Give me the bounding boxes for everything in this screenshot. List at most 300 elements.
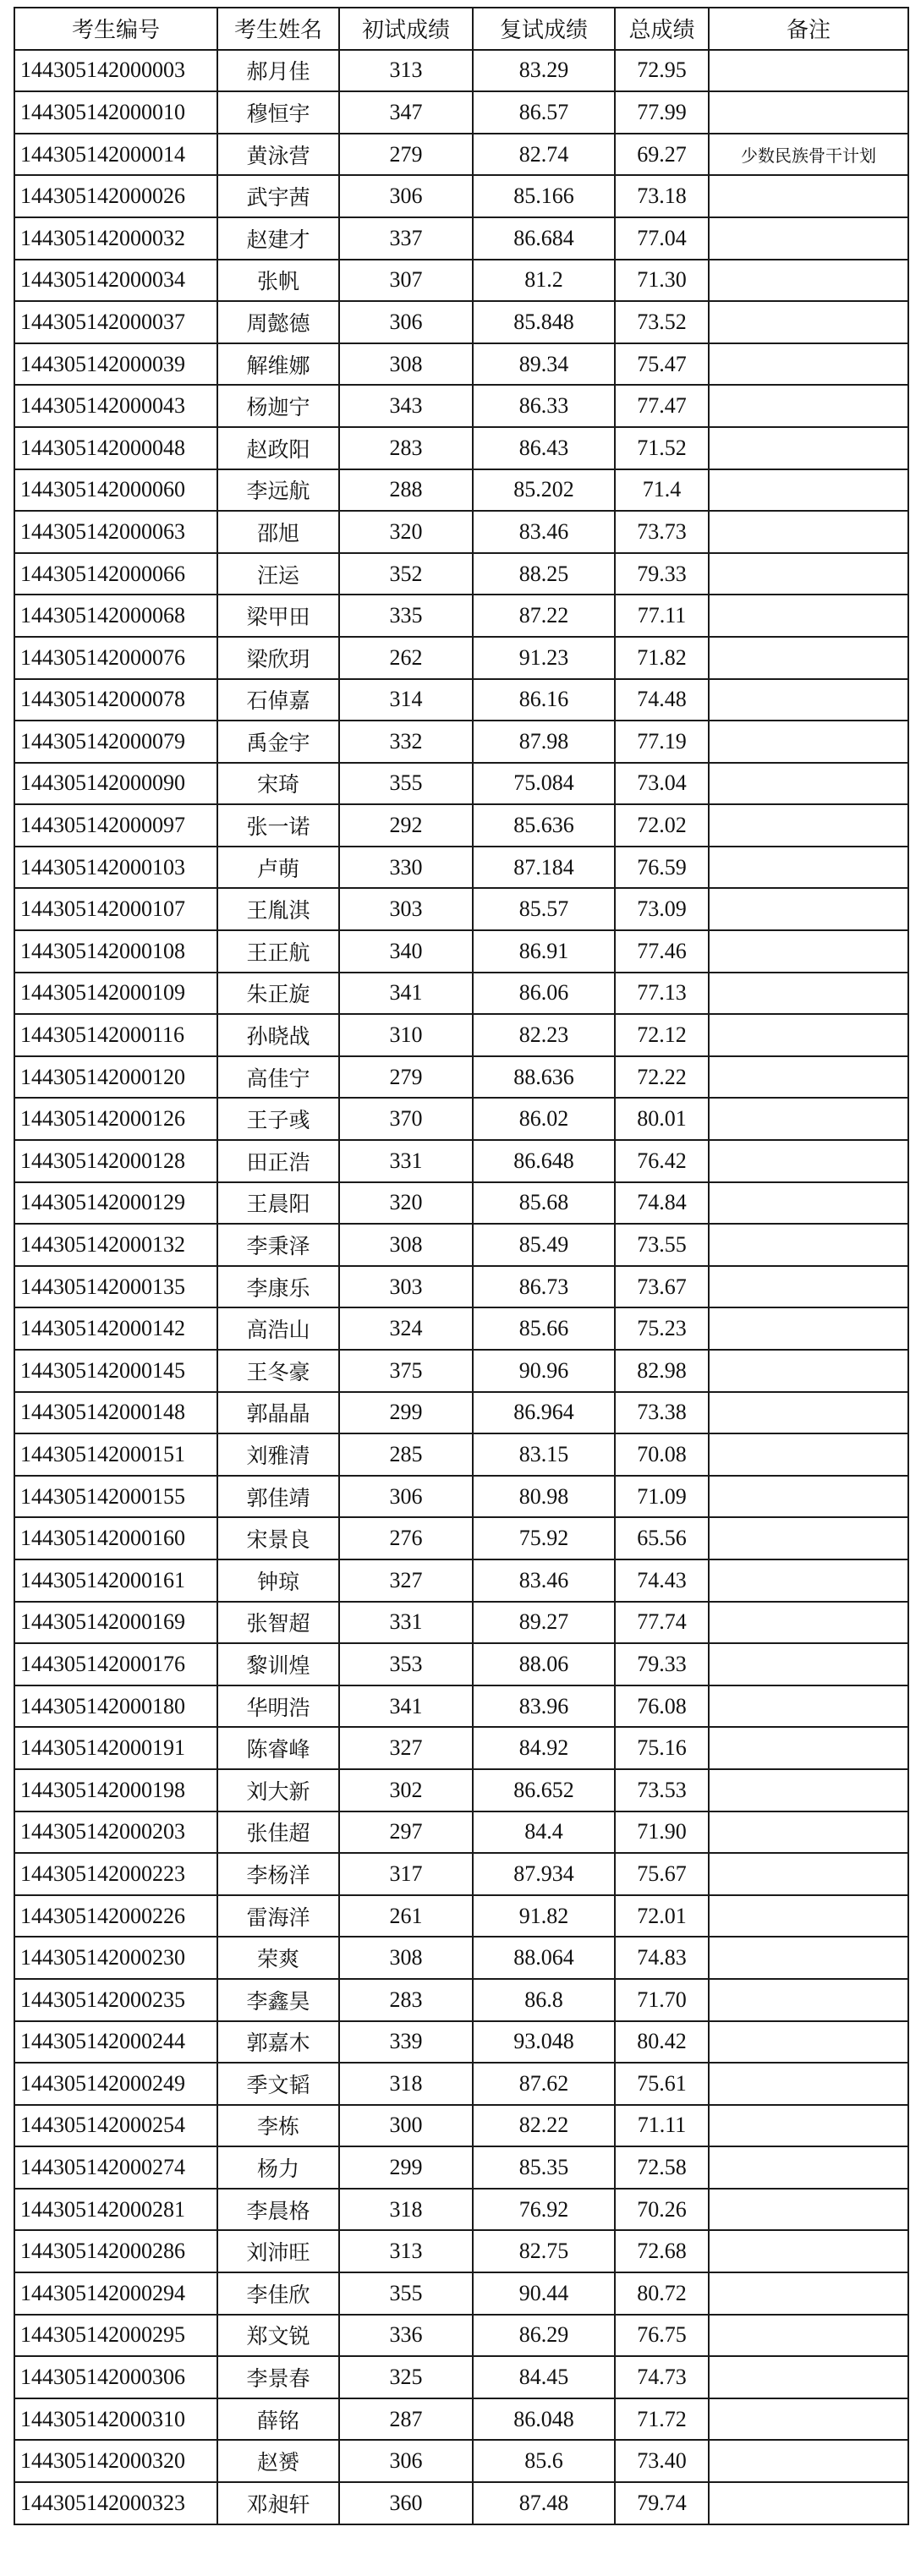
candidate-name-cell: 郭晶晶 (217, 1392, 339, 1434)
candidate-id-cell: 144305142000014 (14, 134, 217, 176)
candidate-id-cell: 144305142000323 (14, 2482, 217, 2524)
remarks-cell (709, 2398, 908, 2441)
remarks-cell (709, 1433, 908, 1476)
candidate-id-cell: 144305142000037 (14, 301, 217, 343)
header-remarks: 备注 (709, 8, 908, 50)
total-score-cell: 73.52 (615, 301, 709, 343)
candidate-id-cell: 144305142000249 (14, 2063, 217, 2105)
prelim-score-cell: 300 (339, 2105, 473, 2147)
prelim-score-cell: 306 (339, 1476, 473, 1518)
remarks-cell (709, 721, 908, 763)
table-row (14, 427, 908, 469)
candidate-id-cell: 144305142000076 (14, 637, 217, 679)
candidate-name-cell: 刘雅清 (217, 1433, 339, 1476)
candidate-id-cell: 144305142000151 (14, 1433, 217, 1476)
retest-score-cell: 86.43 (473, 427, 615, 469)
remarks-cell (709, 1476, 908, 1518)
total-score-cell: 71.82 (615, 637, 709, 679)
prelim-score-cell: 341 (339, 1685, 473, 1728)
remarks-cell (709, 343, 908, 386)
retest-score-cell: 88.06 (473, 1643, 615, 1685)
prelim-score-cell: 352 (339, 553, 473, 595)
prelim-score-cell: 335 (339, 595, 473, 637)
total-score-cell: 79.74 (615, 2482, 709, 2524)
total-score-cell: 73.38 (615, 1392, 709, 1434)
retest-score-cell: 90.96 (473, 1350, 615, 1392)
prelim-score-cell: 283 (339, 427, 473, 469)
remarks-cell (709, 1307, 908, 1350)
table-row (14, 1895, 908, 1937)
candidate-id-cell: 144305142000048 (14, 427, 217, 469)
candidate-name-cell: 高浩山 (217, 1307, 339, 1350)
candidate-name-cell: 邵旭 (217, 511, 339, 553)
candidate-name-cell: 田正浩 (217, 1140, 339, 1182)
total-score-cell: 76.08 (615, 1685, 709, 1728)
candidate-name-cell: 王子彧 (217, 1098, 339, 1140)
total-score-cell: 73.04 (615, 763, 709, 805)
table-row (14, 2440, 908, 2482)
candidate-id-cell: 144305142000034 (14, 260, 217, 302)
prelim-score-cell: 325 (339, 2356, 473, 2398)
table-row (14, 1056, 908, 1099)
prelim-score-cell: 375 (339, 1350, 473, 1392)
table-row (14, 1602, 908, 1644)
prelim-score-cell: 303 (339, 1266, 473, 1308)
total-score-cell: 73.55 (615, 1224, 709, 1266)
total-score-cell: 77.04 (615, 217, 709, 260)
prelim-score-cell: 306 (339, 301, 473, 343)
retest-score-cell: 82.75 (473, 2230, 615, 2272)
header-retest-score: 复试成绩 (473, 8, 615, 50)
table-row (14, 1140, 908, 1182)
candidate-name-cell: 杨力 (217, 2146, 339, 2189)
candidate-id-cell: 144305142000063 (14, 511, 217, 553)
prelim-score-cell: 306 (339, 2440, 473, 2482)
table-row (14, 2482, 908, 2524)
candidate-id-cell: 144305142000254 (14, 2105, 217, 2147)
remarks-cell (709, 1182, 908, 1225)
retest-score-cell: 75.92 (473, 1517, 615, 1559)
candidate-name-cell: 郝月佳 (217, 50, 339, 92)
candidate-name-cell: 李鑫昊 (217, 1979, 339, 2021)
retest-score-cell: 85.636 (473, 804, 615, 847)
prelim-score-cell: 330 (339, 847, 473, 889)
total-score-cell: 73.40 (615, 2440, 709, 2482)
total-score-cell: 82.98 (615, 1350, 709, 1392)
candidate-id-cell: 144305142000142 (14, 1307, 217, 1350)
table-row (14, 973, 908, 1015)
remarks-cell (709, 1098, 908, 1140)
candidate-name-cell: 赵建才 (217, 217, 339, 260)
table-row (14, 1517, 908, 1559)
candidate-id-cell: 144305142000180 (14, 1685, 217, 1728)
total-score-cell: 73.09 (615, 888, 709, 930)
remarks-cell (709, 930, 908, 973)
remarks-cell (709, 2315, 908, 2357)
table-row (14, 2230, 908, 2272)
candidate-name-cell: 荣爽 (217, 1937, 339, 1979)
table-row (14, 91, 908, 134)
candidate-id-cell: 144305142000198 (14, 1769, 217, 1811)
candidate-name-cell: 李佳欣 (217, 2272, 339, 2315)
remarks-cell (709, 595, 908, 637)
table-row (14, 888, 908, 930)
table-row (14, 175, 908, 217)
table-row (14, 721, 908, 763)
total-score-cell: 76.42 (615, 1140, 709, 1182)
header-row (14, 8, 908, 50)
candidate-id-cell: 144305142000090 (14, 763, 217, 805)
retest-score-cell: 86.02 (473, 1098, 615, 1140)
remarks-cell (709, 385, 908, 427)
candidate-id-cell: 144305142000097 (14, 804, 217, 847)
retest-score-cell: 85.35 (473, 2146, 615, 2189)
table-row (14, 553, 908, 595)
total-score-cell: 73.67 (615, 1266, 709, 1308)
remarks-cell (709, 1769, 908, 1811)
candidate-id-cell: 144305142000281 (14, 2189, 217, 2231)
table-row (14, 469, 908, 512)
retest-score-cell: 91.82 (473, 1895, 615, 1937)
total-score-cell: 77.46 (615, 930, 709, 973)
table-row (14, 343, 908, 386)
header-candidate-id: 考生编号 (14, 8, 217, 50)
total-score-cell: 70.08 (615, 1433, 709, 1476)
candidate-name-cell: 梁欣玥 (217, 637, 339, 679)
total-score-cell: 72.02 (615, 804, 709, 847)
candidate-id-cell: 144305142000169 (14, 1602, 217, 1644)
prelim-score-cell: 340 (339, 930, 473, 973)
retest-score-cell: 86.06 (473, 973, 615, 1015)
total-score-cell: 74.83 (615, 1937, 709, 1979)
retest-score-cell: 83.15 (473, 1433, 615, 1476)
table-row (14, 50, 908, 92)
prelim-score-cell: 327 (339, 1559, 473, 1602)
retest-score-cell: 87.22 (473, 595, 615, 637)
remarks-cell (709, 1727, 908, 1769)
total-score-cell: 71.11 (615, 2105, 709, 2147)
retest-score-cell: 86.16 (473, 679, 615, 721)
remarks-cell (709, 553, 908, 595)
candidate-name-cell: 钟琼 (217, 1559, 339, 1602)
candidate-name-cell: 解维娜 (217, 343, 339, 386)
candidate-id-cell: 144305142000191 (14, 1727, 217, 1769)
remarks-cell (709, 1853, 908, 1895)
candidate-name-cell: 邓昶轩 (217, 2482, 339, 2524)
retest-score-cell: 85.68 (473, 1182, 615, 1225)
prelim-score-cell: 292 (339, 804, 473, 847)
prelim-score-cell: 297 (339, 1811, 473, 1854)
prelim-score-cell: 355 (339, 2272, 473, 2315)
candidate-id-cell: 144305142000235 (14, 1979, 217, 2021)
candidate-name-cell: 陈睿峰 (217, 1727, 339, 1769)
table-row (14, 1685, 908, 1728)
score-table (14, 7, 909, 2525)
candidate-id-cell: 144305142000244 (14, 2021, 217, 2064)
remarks-cell (709, 763, 908, 805)
remarks-cell (709, 679, 908, 721)
candidate-id-cell: 144305142000078 (14, 679, 217, 721)
total-score-cell: 71.90 (615, 1811, 709, 1854)
table-row (14, 847, 908, 889)
total-score-cell: 71.52 (615, 427, 709, 469)
retest-score-cell: 87.98 (473, 721, 615, 763)
retest-score-cell: 86.57 (473, 91, 615, 134)
candidate-id-cell: 144305142000032 (14, 217, 217, 260)
retest-score-cell: 84.4 (473, 1811, 615, 1854)
candidate-name-cell: 李杨洋 (217, 1853, 339, 1895)
table-row (14, 637, 908, 679)
candidate-name-cell: 张佳超 (217, 1811, 339, 1854)
total-score-cell: 71.4 (615, 469, 709, 512)
table-row (14, 2272, 908, 2315)
table-body (14, 50, 908, 2524)
remarks-cell (709, 1224, 908, 1266)
prelim-score-cell: 308 (339, 1224, 473, 1266)
candidate-name-cell: 王胤淇 (217, 888, 339, 930)
remarks-cell (709, 1014, 908, 1056)
header-prelim-score: 初试成绩 (339, 8, 473, 50)
total-score-cell: 80.01 (615, 1098, 709, 1140)
prelim-score-cell: 337 (339, 217, 473, 260)
remarks-cell (709, 217, 908, 260)
remarks-cell (709, 2105, 908, 2147)
table-header (14, 8, 908, 50)
prelim-score-cell: 370 (339, 1098, 473, 1140)
candidate-name-cell: 黄泳营 (217, 134, 339, 176)
candidate-id-cell: 144305142000132 (14, 1224, 217, 1266)
candidate-id-cell: 144305142000161 (14, 1559, 217, 1602)
table-row (14, 2315, 908, 2357)
candidate-id-cell: 144305142000286 (14, 2230, 217, 2272)
retest-score-cell: 85.202 (473, 469, 615, 512)
total-score-cell: 76.59 (615, 847, 709, 889)
retest-score-cell: 80.98 (473, 1476, 615, 1518)
retest-score-cell: 86.964 (473, 1392, 615, 1434)
candidate-name-cell: 赵政阳 (217, 427, 339, 469)
candidate-id-cell: 144305142000120 (14, 1056, 217, 1099)
candidate-id-cell: 144305142000320 (14, 2440, 217, 2482)
candidate-name-cell: 武宇茜 (217, 175, 339, 217)
prelim-score-cell: 313 (339, 50, 473, 92)
retest-score-cell: 82.23 (473, 1014, 615, 1056)
candidate-name-cell: 李晨格 (217, 2189, 339, 2231)
table-row (14, 679, 908, 721)
remarks-cell (709, 1602, 908, 1644)
prelim-score-cell: 320 (339, 1182, 473, 1225)
prelim-score-cell: 332 (339, 721, 473, 763)
candidate-name-cell: 华明浩 (217, 1685, 339, 1728)
candidate-id-cell: 144305142000003 (14, 50, 217, 92)
candidate-id-cell: 144305142000068 (14, 595, 217, 637)
remarks-cell (709, 1140, 908, 1182)
table-row (14, 1979, 908, 2021)
candidate-name-cell: 郭佳靖 (217, 1476, 339, 1518)
candidate-name-cell: 宋景良 (217, 1517, 339, 1559)
candidate-id-cell: 144305142000116 (14, 1014, 217, 1056)
retest-score-cell: 86.91 (473, 930, 615, 973)
total-score-cell: 73.73 (615, 511, 709, 553)
header-candidate-name: 考生姓名 (217, 8, 339, 50)
remarks-cell (709, 1685, 908, 1728)
total-score-cell: 74.73 (615, 2356, 709, 2398)
total-score-cell: 71.70 (615, 1979, 709, 2021)
table-row (14, 260, 908, 302)
remarks-cell (709, 1350, 908, 1392)
candidate-id-cell: 144305142000223 (14, 1853, 217, 1895)
retest-score-cell: 86.684 (473, 217, 615, 260)
candidate-name-cell: 孙晓战 (217, 1014, 339, 1056)
table-row (14, 2146, 908, 2189)
retest-score-cell: 86.652 (473, 1769, 615, 1811)
retest-score-cell: 86.648 (473, 1140, 615, 1182)
candidate-id-cell: 144305142000294 (14, 2272, 217, 2315)
candidate-name-cell: 李康乐 (217, 1266, 339, 1308)
prelim-score-cell: 355 (339, 763, 473, 805)
table-row (14, 1853, 908, 1895)
retest-score-cell: 85.57 (473, 888, 615, 930)
total-score-cell: 71.30 (615, 260, 709, 302)
total-score-cell: 74.48 (615, 679, 709, 721)
candidate-name-cell: 高佳宁 (217, 1056, 339, 1099)
total-score-cell: 75.16 (615, 1727, 709, 1769)
candidate-id-cell: 144305142000039 (14, 343, 217, 386)
table-row (14, 2356, 908, 2398)
total-score-cell: 69.27 (615, 134, 709, 176)
total-score-cell: 74.84 (615, 1182, 709, 1225)
candidate-id-cell: 144305142000295 (14, 2315, 217, 2357)
candidate-name-cell: 季文韬 (217, 2063, 339, 2105)
prelim-score-cell: 324 (339, 1307, 473, 1350)
candidate-name-cell: 朱正旋 (217, 973, 339, 1015)
candidate-id-cell: 144305142000107 (14, 888, 217, 930)
remarks-cell (709, 888, 908, 930)
total-score-cell: 77.74 (615, 1602, 709, 1644)
prelim-score-cell: 327 (339, 1727, 473, 1769)
total-score-cell: 80.42 (615, 2021, 709, 2064)
candidate-name-cell: 宋琦 (217, 763, 339, 805)
retest-score-cell: 83.46 (473, 1559, 615, 1602)
table-row (14, 2021, 908, 2064)
prelim-score-cell: 347 (339, 91, 473, 134)
table-row (14, 1559, 908, 1602)
retest-score-cell: 82.22 (473, 2105, 615, 2147)
candidate-name-cell: 郭嘉木 (217, 2021, 339, 2064)
total-score-cell: 79.33 (615, 553, 709, 595)
table-row (14, 511, 908, 553)
candidate-id-cell: 144305142000103 (14, 847, 217, 889)
score-sheet (14, 7, 907, 2525)
table-row (14, 1392, 908, 1434)
candidate-id-cell: 144305142000010 (14, 91, 217, 134)
candidate-name-cell: 赵赟 (217, 2440, 339, 2482)
prelim-score-cell: 339 (339, 2021, 473, 2064)
total-score-cell: 72.22 (615, 1056, 709, 1099)
retest-score-cell: 75.084 (473, 763, 615, 805)
candidate-id-cell: 144305142000060 (14, 469, 217, 512)
candidate-name-cell: 李远航 (217, 469, 339, 512)
candidate-id-cell: 144305142000066 (14, 553, 217, 595)
candidate-name-cell: 张帆 (217, 260, 339, 302)
total-score-cell: 71.72 (615, 2398, 709, 2441)
prelim-score-cell: 331 (339, 1602, 473, 1644)
remarks-cell (709, 301, 908, 343)
prelim-score-cell: 279 (339, 134, 473, 176)
retest-score-cell: 86.8 (473, 1979, 615, 2021)
candidate-id-cell: 144305142000274 (14, 2146, 217, 2189)
prelim-score-cell: 302 (339, 1769, 473, 1811)
candidate-name-cell: 张一诺 (217, 804, 339, 847)
retest-score-cell: 85.66 (473, 1307, 615, 1350)
table-row (14, 1433, 908, 1476)
remarks-cell (709, 2189, 908, 2231)
candidate-id-cell: 144305142000148 (14, 1392, 217, 1434)
total-score-cell: 72.01 (615, 1895, 709, 1937)
prelim-score-cell: 353 (339, 1643, 473, 1685)
candidate-name-cell: 穆恒宇 (217, 91, 339, 134)
table-row (14, 1098, 908, 1140)
prelim-score-cell: 343 (339, 385, 473, 427)
total-score-cell: 73.53 (615, 1769, 709, 1811)
candidate-name-cell: 王冬豪 (217, 1350, 339, 1392)
table-row (14, 1350, 908, 1392)
remarks-cell (709, 260, 908, 302)
remarks-cell (709, 1643, 908, 1685)
remarks-cell: 少数民族骨干计划 (709, 134, 908, 176)
table-row (14, 1727, 908, 1769)
retest-score-cell: 93.048 (473, 2021, 615, 2064)
candidate-name-cell: 汪运 (217, 553, 339, 595)
remarks-cell (709, 91, 908, 134)
retest-score-cell: 84.92 (473, 1727, 615, 1769)
remarks-cell (709, 1979, 908, 2021)
retest-score-cell: 87.184 (473, 847, 615, 889)
total-score-cell: 77.19 (615, 721, 709, 763)
prelim-score-cell: 299 (339, 2146, 473, 2189)
retest-score-cell: 86.29 (473, 2315, 615, 2357)
total-score-cell: 79.33 (615, 1643, 709, 1685)
candidate-id-cell: 144305142000108 (14, 930, 217, 973)
total-score-cell: 71.09 (615, 1476, 709, 1518)
retest-score-cell: 76.92 (473, 2189, 615, 2231)
remarks-cell (709, 1811, 908, 1854)
retest-score-cell: 85.6 (473, 2440, 615, 2482)
prelim-score-cell: 331 (339, 1140, 473, 1182)
prelim-score-cell: 306 (339, 175, 473, 217)
remarks-cell (709, 1559, 908, 1602)
table-row (14, 134, 908, 176)
table-row (14, 1014, 908, 1056)
total-score-cell: 72.68 (615, 2230, 709, 2272)
header-total-score: 总成绩 (615, 8, 709, 50)
candidate-id-cell: 144305142000176 (14, 1643, 217, 1685)
remarks-cell (709, 2272, 908, 2315)
prelim-score-cell: 279 (339, 1056, 473, 1099)
table-row (14, 930, 908, 973)
prelim-score-cell: 287 (339, 2398, 473, 2441)
retest-score-cell: 87.934 (473, 1853, 615, 1895)
candidate-name-cell: 李景春 (217, 2356, 339, 2398)
prelim-score-cell: 262 (339, 637, 473, 679)
prelim-score-cell: 320 (339, 511, 473, 553)
remarks-cell (709, 1056, 908, 1099)
table-row (14, 1266, 908, 1308)
retest-score-cell: 81.2 (473, 260, 615, 302)
retest-score-cell: 86.73 (473, 1266, 615, 1308)
table-row (14, 763, 908, 805)
retest-score-cell: 91.23 (473, 637, 615, 679)
candidate-id-cell: 144305142000129 (14, 1182, 217, 1225)
